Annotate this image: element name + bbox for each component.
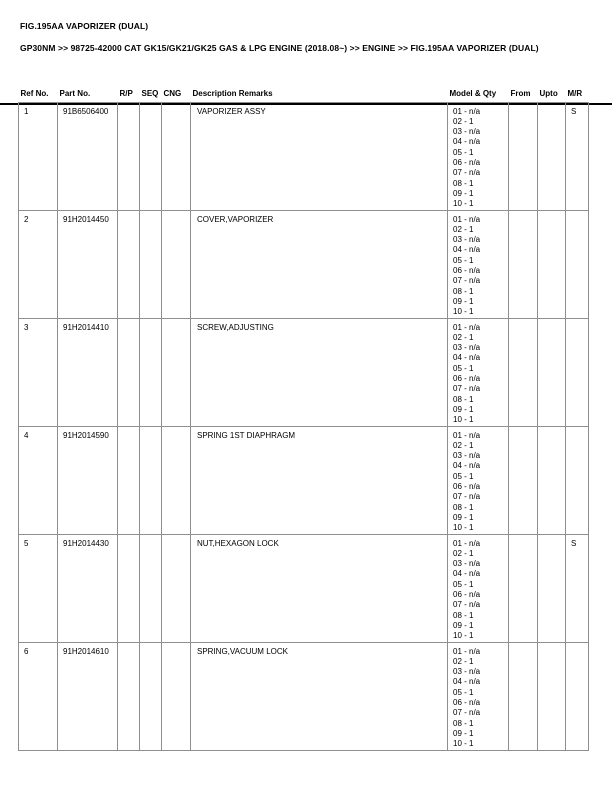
model-qty-line: 09 - 1 bbox=[453, 404, 474, 414]
part-no-cell: 91H2014450 bbox=[58, 210, 118, 318]
model-qty-line: 05 - 1 bbox=[453, 471, 474, 481]
rp-cell bbox=[118, 318, 140, 426]
parts-table bbox=[18, 86, 589, 751]
mr-cell bbox=[566, 210, 589, 318]
model-qty-line: 04 - n/a bbox=[453, 569, 481, 579]
table-row bbox=[19, 534, 589, 642]
model-qty-line: 01 - n/a bbox=[453, 538, 481, 548]
cng-cell bbox=[162, 642, 191, 750]
model-qty-line: 07 - n/a bbox=[453, 492, 481, 502]
rp-cell bbox=[118, 642, 140, 750]
model-qty-line: 08 - 1 bbox=[453, 718, 474, 728]
model-qty-line: 04 - n/a bbox=[453, 137, 481, 147]
from-cell bbox=[509, 210, 538, 318]
model-qty-line: 05 - 1 bbox=[453, 363, 474, 373]
cng-cell bbox=[162, 426, 191, 534]
mr-cell bbox=[566, 642, 589, 750]
rp-cell bbox=[118, 426, 140, 534]
model-qty-line: 04 - n/a bbox=[453, 677, 481, 687]
model-qty-line: 02 - 1 bbox=[453, 332, 474, 342]
model-qty-line: 07 - n/a bbox=[453, 600, 481, 610]
part-no-cell: 91H2014410 bbox=[58, 318, 118, 426]
table-header-row bbox=[19, 86, 589, 102]
col-header-cng: CNG bbox=[163, 88, 182, 98]
upto-cell bbox=[538, 534, 566, 642]
upto-cell bbox=[538, 426, 566, 534]
part-no-cell: 91H2014590 bbox=[58, 426, 118, 534]
model-qty-line: 06 - n/a bbox=[453, 157, 481, 167]
figure-title: FIG.195AA VAPORIZER (DUAL) bbox=[20, 21, 149, 31]
ref-no-cell: 1 bbox=[19, 102, 58, 210]
col-header-upto: Upto bbox=[539, 88, 558, 98]
model-qty-line: 05 - 1 bbox=[453, 579, 474, 589]
model-qty-line: 07 - n/a bbox=[453, 384, 481, 394]
seq-cell bbox=[140, 642, 162, 750]
model-qty-line: 09 - 1 bbox=[453, 188, 474, 198]
model-qty-line: 09 - 1 bbox=[453, 296, 474, 306]
model-qty-line: 08 - 1 bbox=[453, 610, 474, 620]
upto-cell bbox=[538, 102, 566, 210]
model-qty-cell bbox=[448, 210, 509, 318]
model-qty-line: 10 - 1 bbox=[453, 631, 474, 641]
ref-no-cell: 4 bbox=[19, 426, 58, 534]
model-qty-line: 03 - n/a bbox=[453, 451, 481, 461]
ref-no-cell: 6 bbox=[19, 642, 58, 750]
table-row bbox=[19, 210, 589, 318]
description-cell: VAPORIZER ASSY bbox=[191, 102, 448, 210]
model-qty-line: 04 - n/a bbox=[453, 461, 481, 471]
rp-cell bbox=[118, 102, 140, 210]
cng-cell bbox=[162, 102, 191, 210]
seq-cell bbox=[140, 426, 162, 534]
col-header-seq: SEQ bbox=[141, 88, 159, 98]
mr-cell: S bbox=[566, 534, 589, 642]
model-qty-line: 07 - n/a bbox=[453, 708, 481, 718]
model-qty-line: 08 - 1 bbox=[453, 286, 474, 296]
upto-cell bbox=[538, 210, 566, 318]
model-qty-line: 06 - n/a bbox=[453, 373, 481, 383]
seq-cell bbox=[140, 318, 162, 426]
model-qty-line: 01 - n/a bbox=[453, 322, 481, 332]
model-qty-line: 09 - 1 bbox=[453, 728, 474, 738]
seq-cell bbox=[140, 102, 162, 210]
from-cell bbox=[509, 318, 538, 426]
model-qty-line: 08 - 1 bbox=[453, 178, 474, 188]
table-row bbox=[19, 426, 589, 534]
model-qty-line: 04 - n/a bbox=[453, 245, 481, 255]
model-qty-line: 02 - 1 bbox=[453, 224, 474, 234]
model-qty-line: 06 - n/a bbox=[453, 697, 481, 707]
col-header-mr: M/R bbox=[567, 88, 583, 98]
ref-no-cell: 3 bbox=[19, 318, 58, 426]
parts-table-body bbox=[19, 102, 589, 750]
seq-cell bbox=[140, 210, 162, 318]
description-cell: SCREW,ADJUSTING bbox=[191, 318, 448, 426]
model-qty-line: 10 - 1 bbox=[453, 415, 474, 425]
upto-cell bbox=[538, 318, 566, 426]
model-qty-line: 10 - 1 bbox=[453, 307, 474, 317]
model-qty-line: 08 - 1 bbox=[453, 394, 474, 404]
breadcrumb: GP30NM >> 98725-42000 CAT GK15/GK21/GK25 GAS & LPG ENGINE (2018.08~) >> ENGINE >> FIG.195AA VAPORIZER (DUAL) bbox=[20, 43, 539, 53]
model-qty-line: 01 - n/a bbox=[453, 430, 481, 440]
part-no-cell: 91H2014430 bbox=[58, 534, 118, 642]
table-row bbox=[19, 102, 589, 210]
model-qty-line: 05 - 1 bbox=[453, 255, 474, 265]
from-cell bbox=[509, 642, 538, 750]
model-qty-cell bbox=[448, 102, 509, 210]
cng-cell bbox=[162, 318, 191, 426]
model-qty-cell bbox=[448, 318, 509, 426]
model-qty-line: 05 - 1 bbox=[453, 687, 474, 697]
description-cell: SPRING,VACUUM LOCK bbox=[191, 642, 448, 750]
ref-no-cell: 2 bbox=[19, 210, 58, 318]
seq-cell bbox=[140, 534, 162, 642]
model-qty-cell bbox=[448, 534, 509, 642]
model-qty-line: 02 - 1 bbox=[453, 440, 474, 450]
description-cell: COVER,VAPORIZER bbox=[191, 210, 448, 318]
model-qty-line: 03 - n/a bbox=[453, 235, 481, 245]
model-qty-line: 06 - n/a bbox=[453, 481, 481, 491]
model-qty-line: 06 - n/a bbox=[453, 265, 481, 275]
description-cell: NUT,HEXAGON LOCK bbox=[191, 534, 448, 642]
model-qty-line: 10 - 1 bbox=[453, 199, 474, 209]
model-qty-cell bbox=[448, 426, 509, 534]
mr-cell bbox=[566, 426, 589, 534]
model-qty-line: 10 - 1 bbox=[453, 523, 474, 533]
from-cell bbox=[509, 102, 538, 210]
table-row bbox=[19, 318, 589, 426]
model-qty-line: 06 - n/a bbox=[453, 589, 481, 599]
model-qty-line: 09 - 1 bbox=[453, 620, 474, 630]
cng-cell bbox=[162, 210, 191, 318]
col-header-ref-no: Ref No. bbox=[20, 88, 49, 98]
model-qty-line: 03 - n/a bbox=[453, 343, 481, 353]
mr-cell bbox=[566, 318, 589, 426]
model-qty-cell bbox=[448, 642, 509, 750]
model-qty-line: 07 - n/a bbox=[453, 276, 481, 286]
model-qty-line: 10 - 1 bbox=[453, 739, 474, 749]
part-no-cell: 91B6506400 bbox=[58, 102, 118, 210]
col-header-model-qty: Model & Qty bbox=[449, 88, 497, 98]
ref-no-cell: 5 bbox=[19, 534, 58, 642]
model-qty-line: 04 - n/a bbox=[453, 353, 481, 363]
model-qty-line: 03 - n/a bbox=[453, 559, 481, 569]
model-qty-line: 01 - n/a bbox=[453, 106, 481, 116]
model-qty-line: 02 - 1 bbox=[453, 656, 474, 666]
rp-cell bbox=[118, 534, 140, 642]
col-header-part-no: Part No. bbox=[59, 88, 91, 98]
from-cell bbox=[509, 534, 538, 642]
cng-cell bbox=[162, 534, 191, 642]
description-cell: SPRING 1ST DIAPHRAGM bbox=[191, 426, 448, 534]
model-qty-line: 03 - n/a bbox=[453, 127, 481, 137]
upto-cell bbox=[538, 642, 566, 750]
model-qty-line: 09 - 1 bbox=[453, 512, 474, 522]
model-qty-line: 05 - 1 bbox=[453, 147, 474, 157]
col-header-description: Description Remarks bbox=[192, 88, 273, 98]
col-header-rp: R/P bbox=[119, 88, 133, 98]
model-qty-line: 03 - n/a bbox=[453, 667, 481, 677]
model-qty-line: 01 - n/a bbox=[453, 646, 481, 656]
model-qty-line: 07 - n/a bbox=[453, 168, 481, 178]
mr-cell: S bbox=[566, 102, 589, 210]
model-qty-line: 08 - 1 bbox=[453, 502, 474, 512]
from-cell bbox=[509, 426, 538, 534]
table-row bbox=[19, 642, 589, 750]
model-qty-line: 02 - 1 bbox=[453, 548, 474, 558]
rp-cell bbox=[118, 210, 140, 318]
model-qty-line: 02 - 1 bbox=[453, 116, 474, 126]
model-qty-line: 01 - n/a bbox=[453, 214, 481, 224]
part-no-cell: 91H2014610 bbox=[58, 642, 118, 750]
col-header-from: From bbox=[510, 88, 531, 98]
